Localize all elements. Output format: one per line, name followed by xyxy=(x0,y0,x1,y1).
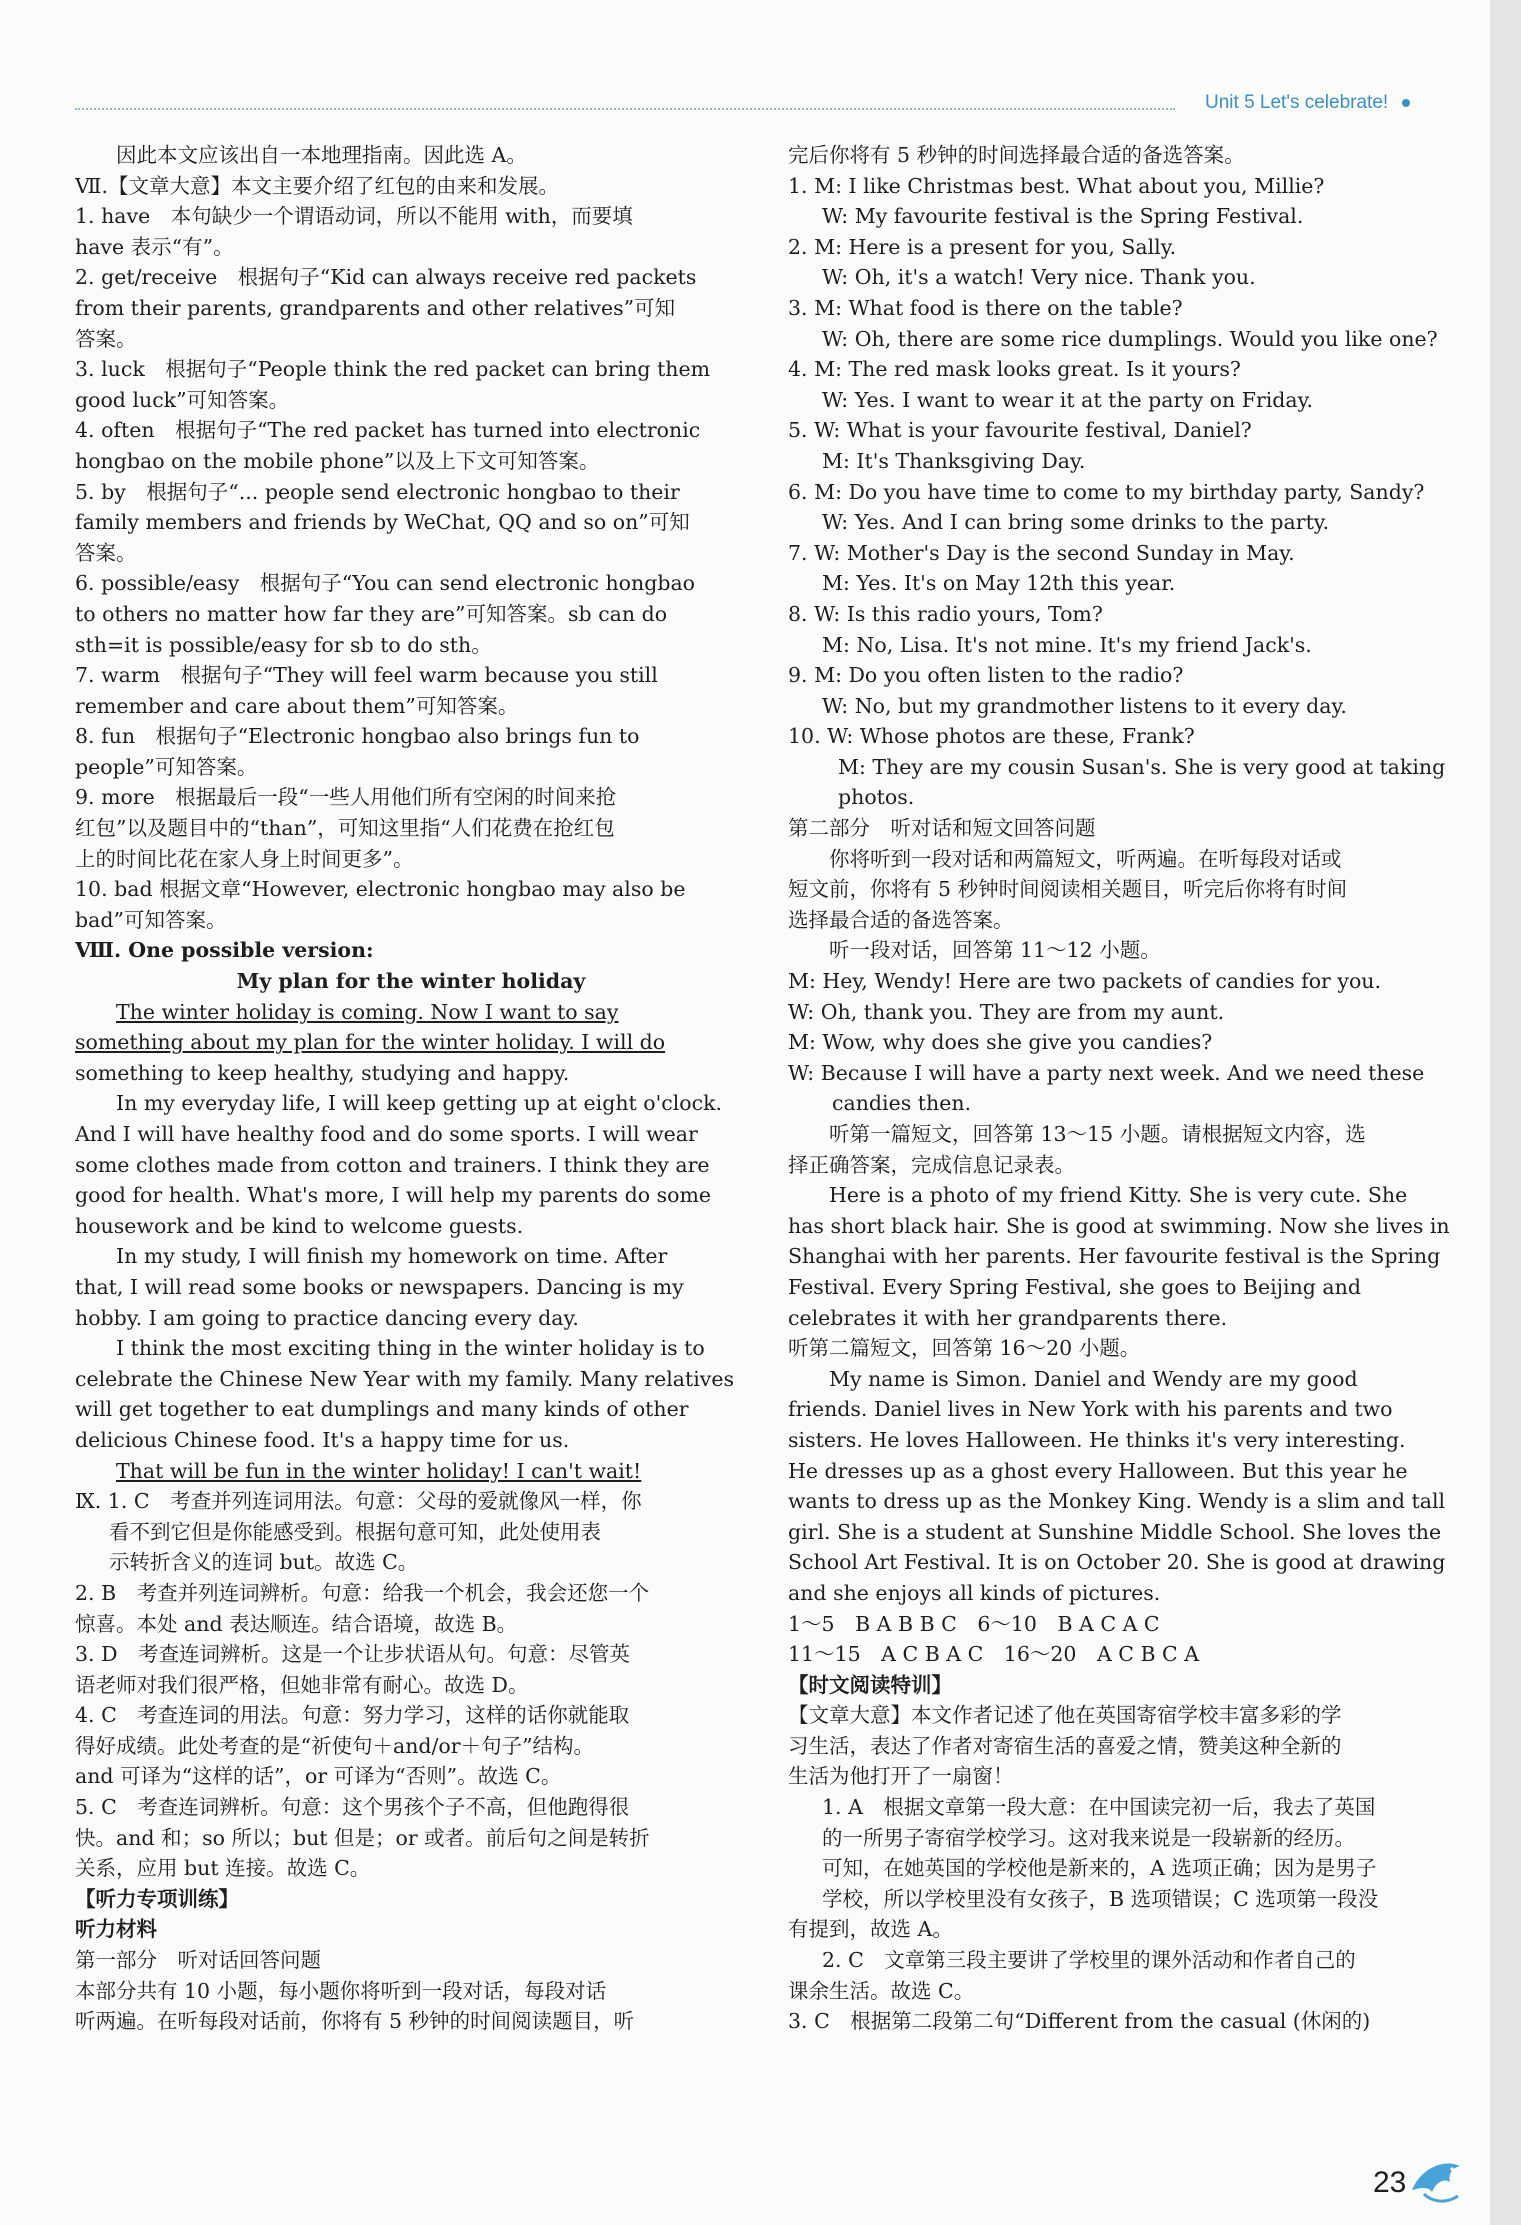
text-line: bad”可知答案。 xyxy=(75,907,227,932)
text-line: 5. W: What is your favourite festival, Daniel? xyxy=(788,418,1252,443)
text-line: girl. She is a student at Sunshine Middle School. She loves the xyxy=(788,1519,1442,1544)
text-line: 答案。 xyxy=(75,540,137,565)
text-line: Ⅸ. 1. C 考查并列连词用法。句意：父母的爱就像风一样，你 xyxy=(75,1489,642,1514)
text-line: I think the most exciting thing in the winter holiday is to xyxy=(116,1336,705,1361)
text-line: 2. C 文章第三段主要讲了学校里的课外活动和作者自己的 xyxy=(822,1948,1356,1973)
text-line: 1. have 本句缺少一个谓语动词，所以不能用 with，而要填 xyxy=(75,204,633,229)
text-line: 关系，应用 but 连接。故选 C。 xyxy=(75,1856,371,1881)
text-line: celebrate the Chinese New Year with my family. Many relatives xyxy=(75,1366,735,1391)
text-line: 9. M: Do you often listen to the radio? xyxy=(788,663,1184,688)
text-line: 听第一篇短文，回答第 13～15 小题。请根据短文内容，选 xyxy=(829,1122,1366,1146)
text-line: W: Oh, it's a watch! Very nice. Thank you. xyxy=(822,265,1256,290)
text-line: and she enjoys all kinds of pictures. xyxy=(788,1580,1161,1605)
text-line: family members and friends by WeChat, QQ and so on”可知 xyxy=(75,510,690,535)
text-line: 听力材料 xyxy=(75,1917,157,1942)
text-line: have 表示“有”。 xyxy=(75,234,234,259)
text-line: 4. C 考查连词的用法。句意：努力学习，这样的话你就能取 xyxy=(75,1703,630,1728)
text-line: hongbao on the mobile phone”以及上下文可知答案。 xyxy=(75,448,600,473)
text-line: 3. M: What food is there on the table? xyxy=(788,295,1183,320)
text-line: M: It's Thanksgiving Day. xyxy=(822,448,1086,473)
text-line: W: Oh, thank you. They are from my aunt. xyxy=(788,999,1225,1024)
text-line: good for health. What's more, I will help my parents do some xyxy=(75,1183,712,1208)
text-line: He dresses up as a ghost every Halloween. But this year he xyxy=(788,1458,1408,1483)
text-line: In my everyday life, I will keep getting up at eight o'clock. xyxy=(116,1091,723,1116)
text-line: 生活为他打开了一扇窗！ xyxy=(788,1764,1014,1789)
text-line: 8. W: Is this radio yours, Tom? xyxy=(788,601,1103,626)
text-line: and 可译为“这样的话”，or 可译为“否则”。故选 C。 xyxy=(75,1764,562,1789)
text-line: 学校，所以学校里没有女孩子，B 选项错误；C 选项第一段没 xyxy=(822,1886,1379,1911)
page-edge xyxy=(1490,0,1521,2225)
text-line: 示转折含义的连词 but。故选 C。 xyxy=(109,1550,419,1575)
text-line: 3. D 考查连词辨析。这是一个让步状语从句。句意：尽管英 xyxy=(75,1642,631,1667)
text-line: 择正确答案，完成信息记录表。 xyxy=(788,1152,1075,1177)
text-line: 红包”以及题目中的“than”，可知这里指“人们花费在抢红包 xyxy=(75,816,615,841)
text-line: M: They are my cousin Susan's. She is very good at taking xyxy=(838,754,1446,779)
header-dot-icon xyxy=(1402,99,1410,107)
text-line: M: Hey, Wendy! Here are two packets of candies for you. xyxy=(788,969,1382,994)
text-line: W: Yes. I want to wear it at the party on Friday. xyxy=(822,387,1314,412)
text-line: 本部分共有 10 小题，每小题你将听到一段对话，每段对话 xyxy=(75,1978,607,2003)
text-line: 2. get/receive 根据句子“Kid can always receive red packets xyxy=(75,265,697,290)
unit-title: Unit 5 Let's celebrate! xyxy=(1205,92,1389,113)
text-line: from their parents, grandparents and other relatives”可知 xyxy=(75,295,676,320)
text-line: 上的时间比花在家人身上时间更多”。 xyxy=(75,846,414,871)
right-column xyxy=(788,140,1460,2037)
text-line: 习生活，表达了作者对寄宿生活的喜爱之情，赞美这种全新的 xyxy=(788,1733,1342,1758)
text-line: The winter holiday is coming. Now I want to say xyxy=(116,999,619,1024)
text-line: 2. B 考查并列连词辨析。句意：给我一个机会，我会还您一个 xyxy=(75,1580,650,1605)
text-line: 可知，在她英国的学校他是新来的，A 选项正确；因为是男子 xyxy=(822,1856,1377,1881)
text-line: hobby. I am going to practice dancing every day. xyxy=(75,1305,579,1330)
text-line: photos. xyxy=(838,785,915,810)
text-line: 10. bad 根据文章“However, electronic hongbao may also be xyxy=(75,877,686,902)
text-line: something about my plan for the winter holiday. I will do xyxy=(75,1030,666,1055)
text-line: to others no matter how far they are”可知答案。sb can do xyxy=(75,601,668,626)
text-line: 11～15 A C B A C 16～20 A C B C A xyxy=(788,1642,1200,1667)
text-line: 有提到，故选 A。 xyxy=(788,1917,953,1942)
text-line: candies then. xyxy=(832,1091,972,1116)
text-line: remember and care about them”可知答案。 xyxy=(75,693,519,718)
text-line: M: Wow, why does she give you candies? xyxy=(788,1030,1213,1055)
text-line: 8. fun 根据句子“Electronic hongbao also brings fun to xyxy=(75,724,640,749)
text-line: some clothes made from cotton and trainers. I think they are xyxy=(75,1152,710,1177)
text-line: 快。and 和；so 所以；but 但是；or 或者。前后句之间是转折 xyxy=(75,1825,650,1850)
text-line: Festival. Every Spring Festival, she goes to Beijing and xyxy=(788,1274,1361,1299)
text-line: School Art Festival. It is on October 20. She is good at drawing xyxy=(788,1550,1446,1575)
text-line: Ⅶ.【文章大意】本文主要介绍了红包的由来和发展。 xyxy=(75,173,559,198)
text-line: And I will have healthy food and do some sports. I will wear xyxy=(75,1122,698,1146)
text-line: 第二部分 听对话和短文回答问题 xyxy=(788,816,1096,841)
text-line: 【听力专项训练】 xyxy=(75,1886,239,1911)
text-line: delicious Chinese food. It's a happy time for us. xyxy=(75,1427,570,1452)
text-line: 答案。 xyxy=(75,326,137,351)
header-divider xyxy=(75,108,1175,110)
text-line: 的一所男子寄宿学校学习。这对我来说是一段崭新的经历。 xyxy=(822,1825,1355,1850)
text-line: 4. often 根据句子“The red packet has turned into electronic xyxy=(75,418,701,443)
text-line: 第一部分 听对话回答问题 xyxy=(75,1948,321,1973)
text-line: That will be fun in the winter holiday! I can't wait! xyxy=(116,1458,642,1483)
text-line: My name is Simon. Daniel and Wendy are my good xyxy=(829,1366,1358,1391)
text-line: 5. by 根据句子“... people send electronic hongbao to their xyxy=(75,479,680,504)
text-line: 6. possible/easy 根据句子“You can send electronic hongbao xyxy=(75,571,696,596)
text-line: 得好成绩。此处考查的是“祈使句＋and/or＋句子”结构。 xyxy=(75,1733,595,1758)
text-line: will get together to eat dumplings and many kinds of other xyxy=(75,1397,689,1422)
text-line: W: No, but my grandmother listens to it every day. xyxy=(822,693,1347,718)
text-line: 1～5 B A B B C 6～10 B A C A C xyxy=(788,1611,1160,1636)
text-line: people”可知答案。 xyxy=(75,754,258,779)
text-line: 惊喜。本处 and 表达顺连。结合语境，故选 B。 xyxy=(75,1611,518,1636)
text-line: 7. W: Mother's Day is the second Sunday in May. xyxy=(788,540,1295,565)
text-line: W: My favourite festival is the Spring Festival. xyxy=(822,204,1304,229)
text-line: 【文章大意】本文作者记述了他在英国寄宿学校丰富多彩的学 xyxy=(788,1703,1342,1728)
text-line: 9. more 根据最后一段“一些人用他们所有空闲的时间来抢 xyxy=(75,785,617,810)
text-line: 6. M: Do you have time to come to my birthday party, Sandy? xyxy=(788,479,1425,504)
text-line: W: Yes. And I can bring some drinks to the party. xyxy=(822,510,1330,535)
text-line: 2. M: Here is a present for you, Sally. xyxy=(788,234,1177,259)
text-line: housework and be kind to welcome guests. xyxy=(75,1213,524,1238)
text-line: celebrates it with her grandparents there. xyxy=(788,1305,1228,1330)
text-line: W: Oh, there are some rice dumplings. Would you like one? xyxy=(822,326,1438,351)
text-line: 听两遍。在听每段对话前，你将有 5 秒钟的时间阅读题目，听 xyxy=(75,2009,635,2034)
text-line: 因此本文应该出自一本地理指南。因此选 A。 xyxy=(116,143,527,167)
text-line: 3. luck 根据句子“People think the red packet can bring them xyxy=(75,357,711,382)
text-line: 短文前，你将有 5 秒钟时间阅读相关题目，听完后你将有时间 xyxy=(788,877,1348,902)
unit-header xyxy=(1205,92,1410,114)
text-line: wants to dress up as the Monkey King. Wendy is a slim and tall xyxy=(788,1489,1446,1514)
text-line: Shanghai with her parents. Her favourite festival is the Spring xyxy=(788,1244,1441,1269)
text-line: 1. M: I like Christmas best. What about you, Millie? xyxy=(788,173,1325,198)
text-line: M: No, Lisa. It's not mine. It's my friend Jack's. xyxy=(822,632,1312,657)
text-line: 听一段对话，回答第 11～12 小题。 xyxy=(829,938,1161,963)
left-column xyxy=(75,140,747,2037)
text-line: 你将听到一段对话和两篇短文，听两遍。在听每段对话或 xyxy=(829,846,1342,871)
text-line: sisters. He loves Halloween. He thinks it's very interesting. xyxy=(788,1427,1406,1452)
text-line: In my study, I will finish my homework on time. After xyxy=(116,1244,668,1269)
text-line: M: Yes. It's on May 12th this year. xyxy=(822,571,1176,596)
text-line: Ⅷ. One possible version: xyxy=(75,938,374,963)
text-line: My plan for the winter holiday xyxy=(236,969,586,994)
text-line: has short black hair. She is good at swimming. Now she lives in xyxy=(788,1213,1450,1238)
text-line: 1. A 根据文章第一段大意：在中国读完初一后，我去了英国 xyxy=(822,1795,1376,1820)
text-line: Here is a photo of my friend Kitty. She is very cute. She xyxy=(829,1183,1408,1208)
text-line: 10. W: Whose photos are these, Frank? xyxy=(788,724,1195,749)
text-line: friends. Daniel lives in New York with his parents and two xyxy=(788,1397,1393,1422)
text-line: 完后你将有 5 秒钟的时间选择最合适的备选答案。 xyxy=(788,143,1245,167)
text-line: good luck”可知答案。 xyxy=(75,387,290,412)
text-line: 【时文阅读特训】 xyxy=(788,1672,952,1697)
text-line: 7. warm 根据句子“They will feel warm because you still xyxy=(75,663,658,688)
dolphin-logo-icon xyxy=(1406,2152,1464,2206)
text-line: something to keep healthy, studying and happy. xyxy=(75,1060,570,1085)
text-line: 语老师对我们很严格，但她非常有耐心。故选 D。 xyxy=(75,1672,529,1697)
text-line: 5. C 考查连词辨析。句意：这个男孩个子不高，但他跑得很 xyxy=(75,1795,630,1820)
text-line: 4. M: The red mask looks great. Is it yours? xyxy=(788,357,1241,382)
text-line: W: Because I will have a party next week. And we need these xyxy=(788,1060,1425,1085)
text-line: 听第二篇短文，回答第 16～20 小题。 xyxy=(788,1336,1141,1361)
text-line: 选择最合适的备选答案。 xyxy=(788,907,1014,932)
text-line: that, I will read some books or newspapers. Dancing is my xyxy=(75,1274,684,1299)
text-line: 3. C 根据第二段第二句“Different from the casual (休闲的) xyxy=(788,2009,1371,2034)
page-number: 23 xyxy=(1373,2166,1407,2199)
text-line: 看不到它但是你能感受到。根据句意可知，此处使用表 xyxy=(109,1519,601,1544)
text-line: 课余生活。故选 C。 xyxy=(788,1978,975,2003)
text-line: sth=it is possible/easy for sb to do sth。 xyxy=(75,632,492,657)
